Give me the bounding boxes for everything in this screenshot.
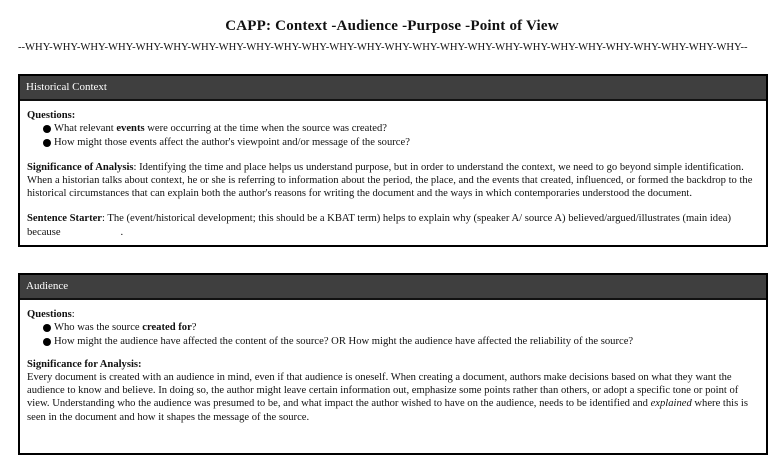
list-item: How might the audience have affected the content of the source? OR How might the audience have affected the reliability of the source? [43,335,759,348]
section-header: Audience [20,273,766,300]
list-item: How might those events affect the author's viewpoint and/or message of the source? [43,136,759,149]
historical-context-section [18,74,768,247]
significance-label: Significance for Analysis: [27,358,142,370]
sentence-starter: Sentence Starter: The (event/historical development; this should be a KBAT term) helps to explain why (speaker A/ source A) believed/argued/illustrates (main idea) because . [27,213,732,238]
audience-section [18,273,768,455]
page-title: CAPP: Context -Audience -Purpose -Point of View [225,18,559,34]
questions-label: Questions: [27,309,75,321]
list-item: What relevant events were occurring at the time when the source was created? [43,122,759,135]
significance-paragraph: Every document is created with an audience in mind, even if that audience is oneself. When creating a document, authors make decisions based on what they want the audience to know and believe. In doing so, the author might leave certain information out, emphasize some points rather than others, or adopt a specific tone or point of view. Understanding who the audience was presumed to be, and what impact the author wished to have on the audience, needs to be identified and explained where this is seen in the document and how it shapes the message of the source. [27,372,748,423]
significance-paragraph: Significance of Analysis: Identifying the time and place helps us understand purpose, but in order to understand the context, we need to go beyond simple identification. When a historian talks about context, he or she is referring to information about the period, the place, and the events that created, influenced, or formed the backdrop to the historical circumstances that can explain both the author's reasons for writing the document and the ways in which contemporaries understood the document. [27,161,753,200]
why-line: --WHY-WHY-WHY-WHY-WHY-WHY-WHY-WHY-WHY-WHY-WHY-WHY-WHY-WHY-WHY-WHY-WHY-WHY-WHY-WHY-WHY-WHY-WHY-WHY-WHY-WHY-- [18,42,748,53]
list-item: Who was the source created for? [43,321,759,334]
questions-label: Questions: [27,110,76,122]
section-header: Historical Context [20,74,766,101]
